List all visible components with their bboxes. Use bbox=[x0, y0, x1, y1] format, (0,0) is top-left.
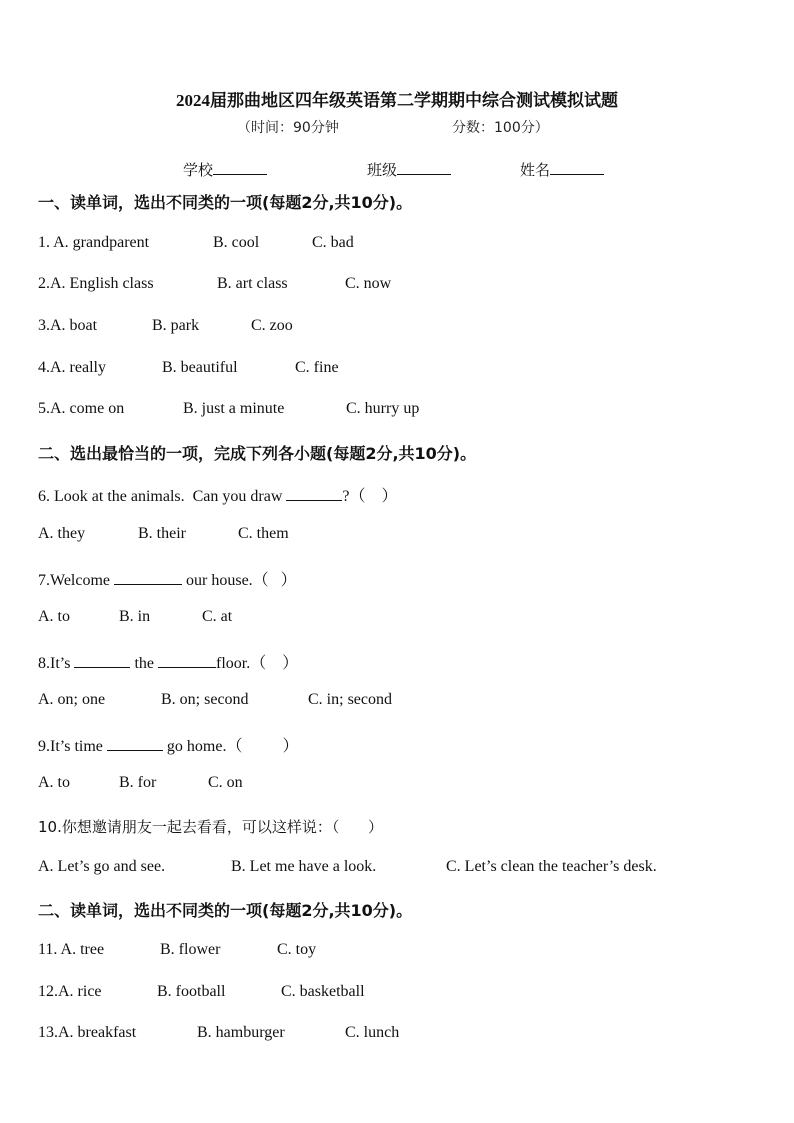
class-field bbox=[367, 159, 451, 180]
question-2 bbox=[38, 275, 154, 293]
q2-option-b: B. art class bbox=[217, 275, 288, 292]
q12-option-b: B. football bbox=[157, 983, 226, 1000]
q3-option-a: A. boat bbox=[50, 317, 98, 334]
q8-stem-mid: the bbox=[130, 655, 158, 672]
q10-option-a: A. Let’s go and see. bbox=[38, 858, 166, 875]
q9-option-c: C. on bbox=[208, 774, 243, 791]
q1-option-c: C. bad bbox=[312, 234, 354, 251]
q2-number: 2. bbox=[38, 275, 50, 292]
q12-option-a: A. rice bbox=[58, 983, 102, 1000]
q8-option-b: B. on; second bbox=[161, 691, 249, 708]
q7-option-a: A. to bbox=[38, 608, 70, 625]
q13-number: 13. bbox=[38, 1024, 58, 1041]
q13-option-a: A. breakfast bbox=[58, 1024, 137, 1041]
q6-stem-end: ?（ ） bbox=[342, 488, 398, 505]
q3-number: 3. bbox=[38, 317, 50, 334]
q10-option-b: B. Let me have a look. bbox=[231, 858, 377, 875]
q2-option-a: A. English class bbox=[50, 275, 154, 292]
q6-option-a: A. they bbox=[38, 525, 86, 542]
question-11 bbox=[38, 941, 104, 959]
question-4 bbox=[38, 359, 106, 377]
question-6 bbox=[38, 483, 398, 506]
q4-option-b: B. beautiful bbox=[162, 359, 238, 376]
q2-option-c: C. now bbox=[345, 275, 392, 292]
q5-option-c: C. hurry up bbox=[346, 400, 420, 417]
exam-score: 分数：100分） bbox=[452, 120, 549, 136]
question-8 bbox=[38, 650, 298, 673]
q5-option-a: A. come on bbox=[50, 400, 125, 417]
q13-option-c: C. lunch bbox=[345, 1024, 400, 1041]
question-10: 10.你想邀请朋友一起去看看，可以这样说：（ ） bbox=[38, 818, 383, 836]
name-blank bbox=[550, 160, 604, 175]
q13-option-b: B. hamburger bbox=[197, 1024, 285, 1041]
question-12 bbox=[38, 983, 102, 1001]
q11-option-c: C. toy bbox=[277, 941, 317, 958]
question-7 bbox=[38, 567, 297, 590]
q8-option-c: C. in; second bbox=[308, 691, 392, 708]
section-3-heading: 二、读单词，选出不同类的一项(每题2分,共10分)。 bbox=[38, 901, 413, 920]
q3-option-b: B. park bbox=[152, 317, 200, 334]
q9-stem-start: 9.It’s time bbox=[38, 738, 107, 755]
school-blank bbox=[213, 160, 267, 175]
q7-option-c: C. at bbox=[202, 608, 233, 625]
question-1 bbox=[38, 234, 149, 252]
q9-option-b: B. for bbox=[119, 774, 157, 791]
q1-number: 1. bbox=[38, 234, 54, 251]
question-13 bbox=[38, 1024, 136, 1042]
exam-time: （时间：90分钟 bbox=[237, 120, 339, 136]
q11-option-b: B. flower bbox=[160, 941, 221, 958]
q4-option-c: C. fine bbox=[295, 359, 339, 376]
q8-option-a: A. on; one bbox=[38, 691, 106, 708]
name-field bbox=[520, 159, 604, 180]
section-1-heading: 一、读单词，选出不同类的一项(每题2分,共10分)。 bbox=[38, 193, 413, 212]
q8-stem-end: floor.（ ） bbox=[216, 655, 299, 672]
school-label: 学校 bbox=[183, 161, 214, 179]
q9-stem-end: go home.（ ） bbox=[162, 738, 299, 755]
q10-option-c: C. Let’s clean the teacher’s desk. bbox=[446, 858, 657, 875]
q1-option-b: B. cool bbox=[213, 234, 260, 251]
q6-answer-blank bbox=[286, 486, 342, 501]
section-2-heading: 二、选出最恰当的一项，完成下列各小题(每题2分,共10分)。 bbox=[38, 444, 477, 463]
q5-number: 5. bbox=[38, 400, 50, 417]
page-title: 2024届那曲地区四年级英语第二学期期中综合测试模拟试题 bbox=[176, 91, 618, 110]
q8-stem-start: 8.It’s bbox=[38, 655, 75, 672]
q11-option-a: A. tree bbox=[60, 941, 105, 958]
q6-option-c: C. them bbox=[238, 525, 289, 542]
school-field bbox=[183, 159, 267, 180]
q8-answer-blank-1 bbox=[74, 653, 130, 668]
q7-stem-start: 7.Welcome bbox=[38, 572, 115, 589]
class-label: 班级 bbox=[367, 161, 398, 179]
q8-answer-blank-2 bbox=[158, 653, 216, 668]
q7-stem-end: our house.（ ） bbox=[182, 572, 297, 589]
q12-option-c: C. basketball bbox=[281, 983, 365, 1000]
q6-option-b: B. their bbox=[138, 525, 186, 542]
q7-answer-blank bbox=[114, 570, 182, 585]
q11-number: 11. bbox=[38, 941, 61, 958]
q3-option-c: C. zoo bbox=[251, 317, 293, 334]
class-blank bbox=[397, 160, 451, 175]
q9-option-a: A. to bbox=[38, 774, 70, 791]
q5-option-b: B. just a minute bbox=[183, 400, 285, 417]
q9-answer-blank bbox=[107, 736, 163, 751]
q4-number: 4. bbox=[38, 359, 50, 376]
question-9 bbox=[38, 733, 298, 756]
question-5 bbox=[38, 400, 124, 418]
q4-option-a: A. really bbox=[50, 359, 106, 376]
question-3 bbox=[38, 317, 97, 335]
q6-stem-start: 6. Look at the animals. Can you draw bbox=[38, 488, 287, 505]
q1-option-a: A. grandparent bbox=[53, 234, 150, 251]
q12-number: 12. bbox=[38, 983, 58, 1000]
q7-option-b: B. in bbox=[119, 608, 151, 625]
name-label: 姓名 bbox=[520, 161, 551, 179]
